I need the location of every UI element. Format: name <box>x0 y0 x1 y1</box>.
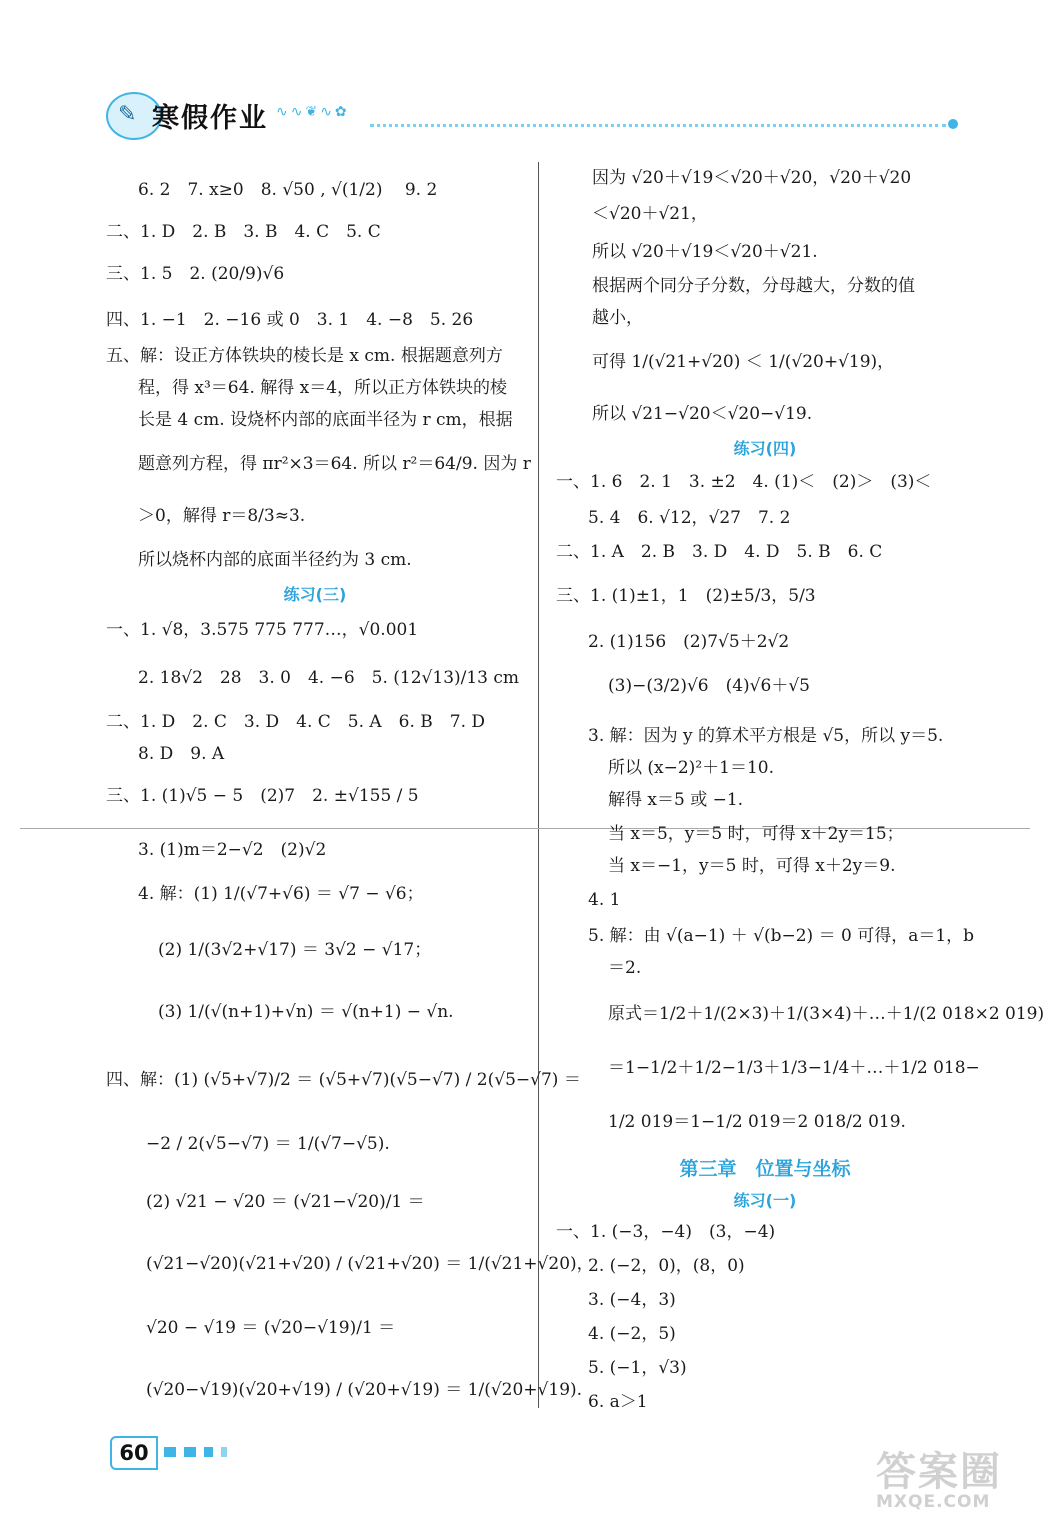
answer-line: 二、1. A 2. B 3. D 4. D 5. B 6. C <box>556 542 883 562</box>
answer-line: ＝2. <box>608 958 642 978</box>
answer-line: ＞0，解得 r＝8/3≈3. <box>138 506 306 526</box>
footer-square-icon <box>221 1447 227 1457</box>
answer-line: (2) √21 − √20 ＝ (√21−√20)/1 ＝ <box>146 1192 425 1212</box>
answer-line: 题意列方程，得 πr²×3＝64. 所以 r²＝64/9. 因为 r <box>138 454 531 474</box>
answer-line: 因为 √20＋√19＜√20＋√20，√20＋√20 <box>592 168 912 188</box>
answer-line: (3)−(3/2)√6 (4)√6＋√5 <box>608 676 810 696</box>
answer-line: 一、1. 6 2. 1 3. ±2 4. (1)＜ (2)＞ (3)＜ <box>556 472 932 492</box>
answer-line: 四、1. −1 2. −16 或 0 3. 1 4. −8 5. 26 <box>106 310 474 330</box>
answer-line: 所以 √21−√20＜√20−√19. <box>592 404 813 424</box>
answer-line: 根据两个同分子分数，分母越大，分数的值 <box>592 276 915 296</box>
answer-line: 当 x＝−1，y＝5 时，可得 x＋2y＝9. <box>608 856 896 876</box>
page-number: 60 <box>110 1436 158 1470</box>
answer-line: 所以烧杯内部的底面半径约为 3 cm. <box>138 550 412 570</box>
watermark-text: 答案圈 <box>876 1449 1002 1495</box>
answer-line: ＜√20＋√21， <box>592 204 708 224</box>
vine-decoration-icon: ∿∿❦∿✿ <box>276 104 350 120</box>
answer-line: 2. (1)156 (2)7√5＋2√2 <box>588 632 790 652</box>
answer-line: 3. (1)m＝2−√2 (2)√2 <box>138 840 327 860</box>
answer-line: ＝1−1/2＋1/2−1/3＋1/3−1/4＋…＋1/2 018− <box>608 1058 980 1078</box>
answer-line: 所以 (x−2)²＋1＝10. <box>608 758 774 778</box>
answer-line: −2 / 2(√5−√7) ＝ 1/(√7−√5). <box>146 1134 390 1154</box>
answer-line: 4. (−2，5) <box>588 1324 676 1344</box>
answer-line: 二、1. D 2. C 3. D 4. C 5. A 6. B 7. D <box>106 712 486 732</box>
answer-line: 一、1. (−3，−4) (3，−4) <box>556 1222 776 1242</box>
answer-line: 四、解：(1) (√5+√7)/2 ＝ (√5+√7)(√5−√7) / 2(√5−√7) ＝ <box>106 1070 581 1090</box>
answer-line: 5. (−1，√3) <box>588 1358 687 1378</box>
footer-square-icon <box>164 1447 176 1457</box>
answer-line: 可得 1/(√21+√20) ＜ 1/(√20+√19)， <box>592 352 895 372</box>
answer-line: 5. 4 6. √12，√27 7. 2 <box>588 508 791 528</box>
header-dot <box>948 119 958 129</box>
answer-line: 1/2 019＝1−1/2 019＝2 018/2 019. <box>608 1112 906 1132</box>
answer-line: 所以 √20＋√19＜√20＋√21. <box>592 242 818 262</box>
chapter-title: 第三章 位置与坐标 <box>679 1158 851 1180</box>
answer-line: 三、1. 5 2. (20/9)√6 <box>106 264 285 284</box>
answer-line: 三、1. (1)±1，1 (2)±5/3，5/3 <box>556 586 816 606</box>
answer-line: (√20−√19)(√20+√19) / (√20+√19) ＝ 1/(√20+√19). <box>146 1380 583 1400</box>
answer-line: 当 x＝5，y＝5 时，可得 x＋2y＝15； <box>608 824 904 844</box>
answer-line: 解得 x＝5 或 −1. <box>608 790 744 810</box>
header-title: 寒假作业 <box>152 103 268 134</box>
answer-line: 4. 1 <box>588 890 621 910</box>
answer-line: 3. 解：因为 y 的算术平方根是 √5，所以 y＝5. <box>588 726 944 746</box>
answer-line: 程，得 x³＝64. 解得 x＝4，所以正方体铁块的棱 <box>138 378 508 398</box>
answer-line: 越小， <box>592 308 643 328</box>
watermark-logo <box>876 1440 1026 1512</box>
answer-line: √20 − √19 ＝ (√20−√19)/1 ＝ <box>146 1318 396 1338</box>
answer-line: 一、1. √8，3.575 775 777…，√0.001 <box>106 620 419 640</box>
answer-line: 长是 4 cm. 设烧杯内部的底面半径为 r cm，根据 <box>138 410 513 430</box>
answer-line: 6. a＞1 <box>588 1392 648 1412</box>
book-icon: ✎ <box>106 92 162 140</box>
footer-square-icon <box>204 1447 213 1457</box>
answer-line: 2. (−2，0)，(8，0) <box>588 1256 745 1276</box>
answer-line: 5. 解：由 √(a−1) ＋ √(b−2) ＝ 0 可得，a＝1，b <box>588 926 975 946</box>
section-title: 练习(一) <box>733 1191 797 1210</box>
answer-line: 五、解：设正方体铁块的棱长是 x cm. 根据题意列方 <box>106 346 503 366</box>
footer-square-icon <box>184 1447 196 1457</box>
answer-line: 8. D 9. A <box>138 744 225 764</box>
answer-line: (√21−√20)(√21+√20) / (√21+√20) ＝ 1/(√21+√20)， <box>146 1254 594 1274</box>
answer-line: (3) 1/(√(n+1)+√n) ＝ √(n+1) − √n. <box>158 1002 454 1022</box>
section-title: 练习(四) <box>733 439 797 458</box>
column-divider <box>538 162 539 1408</box>
section-title: 练习(三) <box>283 585 347 604</box>
answer-line: 4. 解：(1) 1/(√7+√6) ＝ √7 − √6； <box>138 884 424 904</box>
answer-line: 6. 2 7. x≥0 8. √50 , √(1/2) 9. 2 <box>138 180 438 200</box>
answer-line: 三、1. (1)√5 − 5 (2)7 2. ±√155 / 5 <box>106 786 419 806</box>
answer-line: 2. 18√2 28 3. 0 4. −6 5. (12√13)/13 cm <box>138 668 520 688</box>
page-header <box>100 84 960 144</box>
answer-line: 二、1. D 2. B 3. B 4. C 5. C <box>106 222 381 242</box>
answer-line: (2) 1/(3√2+√17) ＝ 3√2 − √17； <box>158 940 432 960</box>
watermark-url: MXQE.COM <box>876 1492 991 1512</box>
header-dotted-line <box>370 124 946 127</box>
answer-line: 原式＝1/2＋1/(2×3)＋1/(3×4)＋…＋1/(2 018×2 019) <box>608 1004 1045 1024</box>
answer-line: 3. (−4，3) <box>588 1290 676 1310</box>
